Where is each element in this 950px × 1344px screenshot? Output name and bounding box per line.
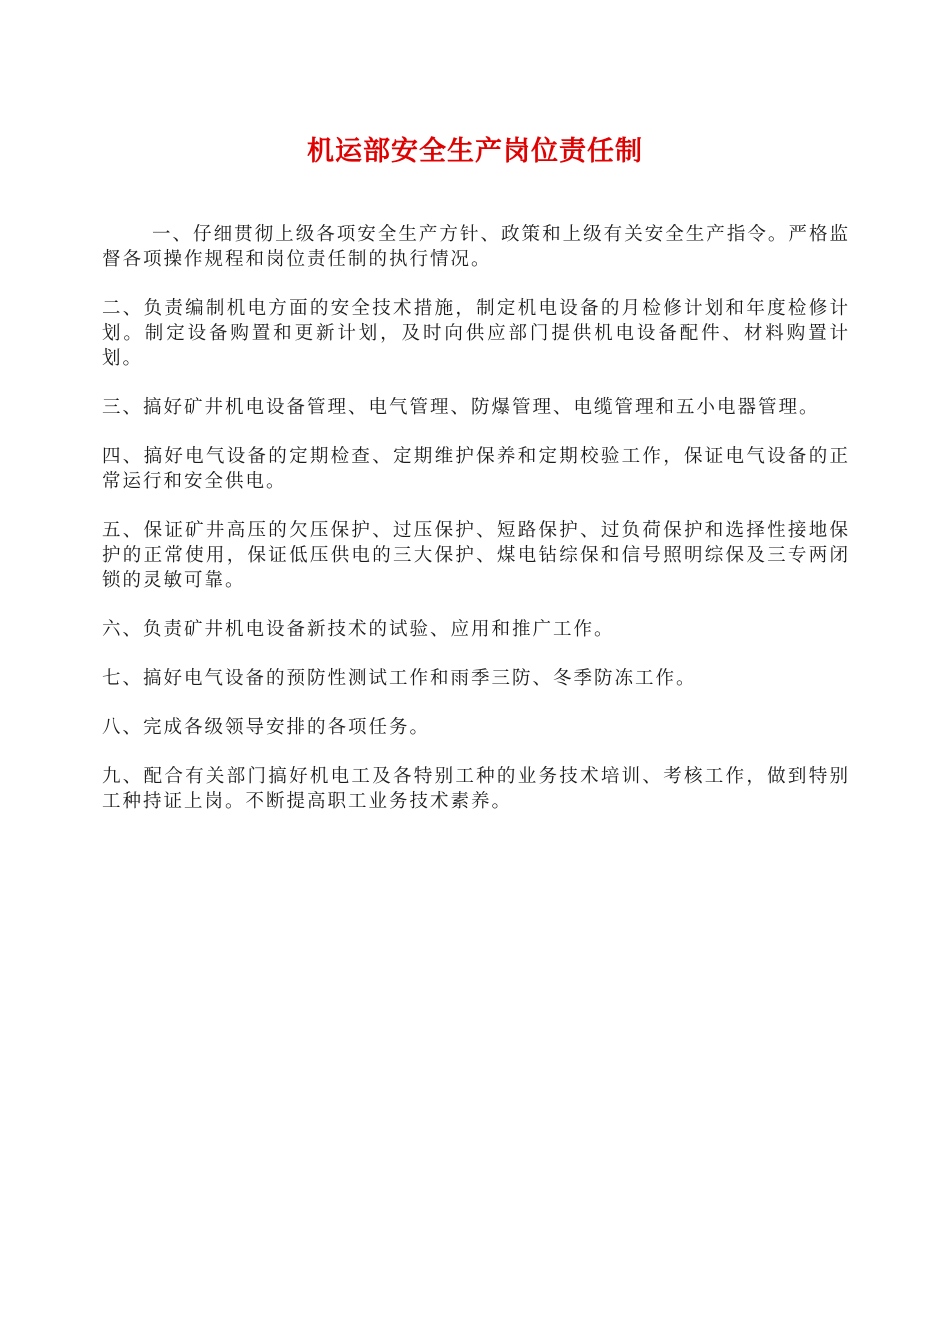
document-body [102, 222, 850, 838]
paragraph-7: 七、搞好电气设备的预防性测试工作和雨季三防、冬季防冻工作。 [102, 668, 697, 689]
paragraph-8: 八、完成各级领导安排的各项任务。 [102, 717, 431, 738]
paragraph-4: 四、搞好电气设备的定期检查、定期维护保养和定期校验工作，保证电气设备的正常运行和安全供电。 [102, 446, 850, 492]
paragraph-3: 三、搞好矿井机电设备管理、电气管理、防爆管理、电缆管理和五小电器管理。 [102, 397, 820, 418]
paragraph-2: 二、负责编制机电方面的安全技术措施，制定机电设备的月检修计划和年度检修计划。制定设备购置和更新计划，及时向供应部门提供机电设备配件、材料购置计划。 [102, 298, 850, 369]
document-title: 机运部安全生产岗位责任制 [307, 136, 643, 167]
paragraph-5: 五、保证矿井高压的欠压保护、过压保护、短路保护、过负荷保护和选择性接地保护的正常使用，保证低压供电的三大保护、煤电钻综保和信号照明综保及三专两闭锁的灵敏可靠。 [102, 520, 850, 591]
paragraph-6: 六、负责矿井机电设备新技术的试验、应用和推广工作。 [102, 619, 615, 640]
paragraph-9: 九、配合有关部门搞好机电工及各特别工种的业务技术培训、考核工作，做到特别工种持证上岗。不断提高职工业务技术素养。 [102, 766, 850, 812]
paragraph-1: 一、仔细贯彻上级各项安全生产方针、政策和上级有关安全生产指令。严格监督各项操作规程和岗位责任制的执行情况。 [102, 224, 850, 270]
